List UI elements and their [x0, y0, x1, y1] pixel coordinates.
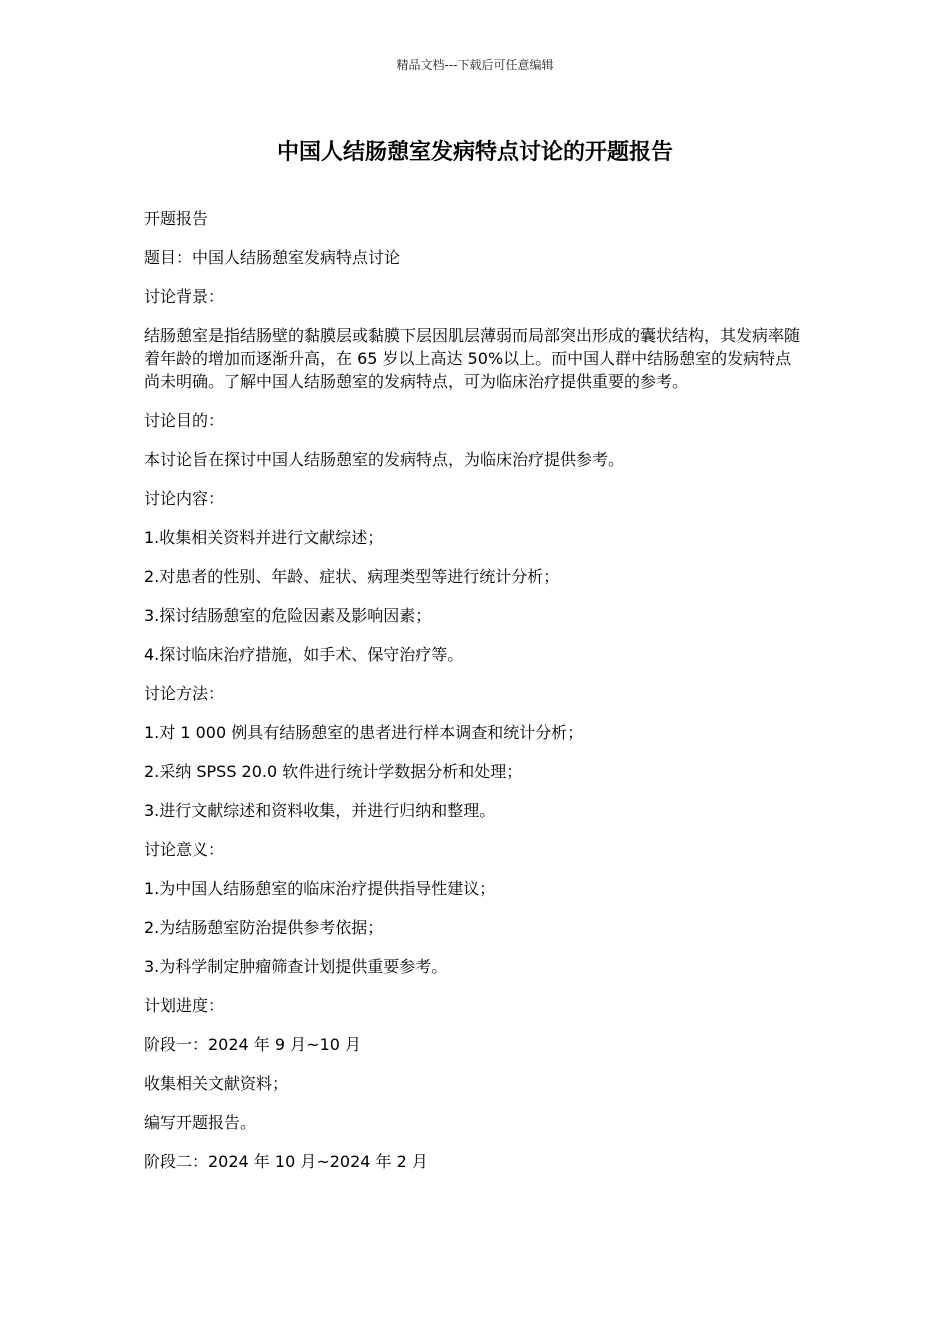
paragraph-topic: 题目：中国人结肠憩室发病特点讨论 [144, 248, 401, 267]
paragraph-background: 结肠憩室是指结肠壁的黏膜层或黏膜下层因肌层薄弱而局部突出形成的囊状结构，其发病率随着年龄的增加而逐渐升高，在 65 岁以上高达 50%以上。而中国人群中结肠憩室的发病特点尚未明确。了解中国人结肠憩室的发病特点，可为临床治疗提供重要的参考。 [144, 326, 801, 391]
schedule-stage-1: 阶段一：2024 年 9 月~10 月 [144, 1035, 362, 1054]
section-heading-method: 讨论方法： [144, 684, 225, 703]
list-item-method-3: 3.进行文献综述和资料收集，并进行归纳和整理。 [144, 801, 496, 820]
list-item-significance-3: 3.为科学制定肿瘤筛查计划提供重要参考。 [144, 957, 448, 976]
section-heading-significance: 讨论意义： [144, 840, 225, 859]
list-item-significance-1: 1.为中国人结肠憩室的临床治疗提供指导性建议； [144, 879, 496, 898]
schedule-stage-2: 阶段二：2024 年 10 月~2024 年 2 月 [144, 1152, 428, 1171]
list-item-content-2: 2.对患者的性别、年龄、症状、病理类型等进行统计分析； [144, 567, 560, 586]
paragraph-report-label: 开题报告 [144, 209, 209, 228]
schedule-item-1: 收集相关文献资料； [144, 1074, 289, 1093]
list-item-content-1: 1.收集相关资料并进行文献综述； [144, 528, 384, 547]
paragraph-purpose: 本讨论旨在探讨中国人结肠憩室的发病特点，为临床治疗提供参考。 [144, 450, 625, 469]
section-heading-content: 讨论内容： [144, 489, 225, 508]
list-item-method-2: 2.采纳 SPSS 20.0 软件进行统计学数据分析和处理； [144, 762, 523, 781]
list-item-method-1: 1.对 1 000 例具有结肠憩室的患者进行样本调查和统计分析； [144, 723, 584, 742]
section-heading-schedule: 计划进度： [144, 996, 225, 1015]
list-item-content-4: 4.探讨临床治疗措施，如手术、保守治疗等。 [144, 645, 464, 664]
header-note: 精品文档---下载后可任意编辑 [396, 58, 554, 72]
list-item-significance-2: 2.为结肠憩室防治提供参考依据； [144, 918, 384, 937]
document-title: 中国人结肠憩室发病特点讨论的开题报告 [276, 140, 673, 165]
document-body [144, 207, 804, 1189]
list-item-content-3: 3.探讨结肠憩室的危险因素及影响因素； [144, 606, 432, 625]
section-heading-purpose: 讨论目的： [144, 411, 225, 430]
schedule-item-2: 编写开题报告。 [144, 1113, 257, 1132]
section-heading-background: 讨论背景： [144, 287, 225, 306]
